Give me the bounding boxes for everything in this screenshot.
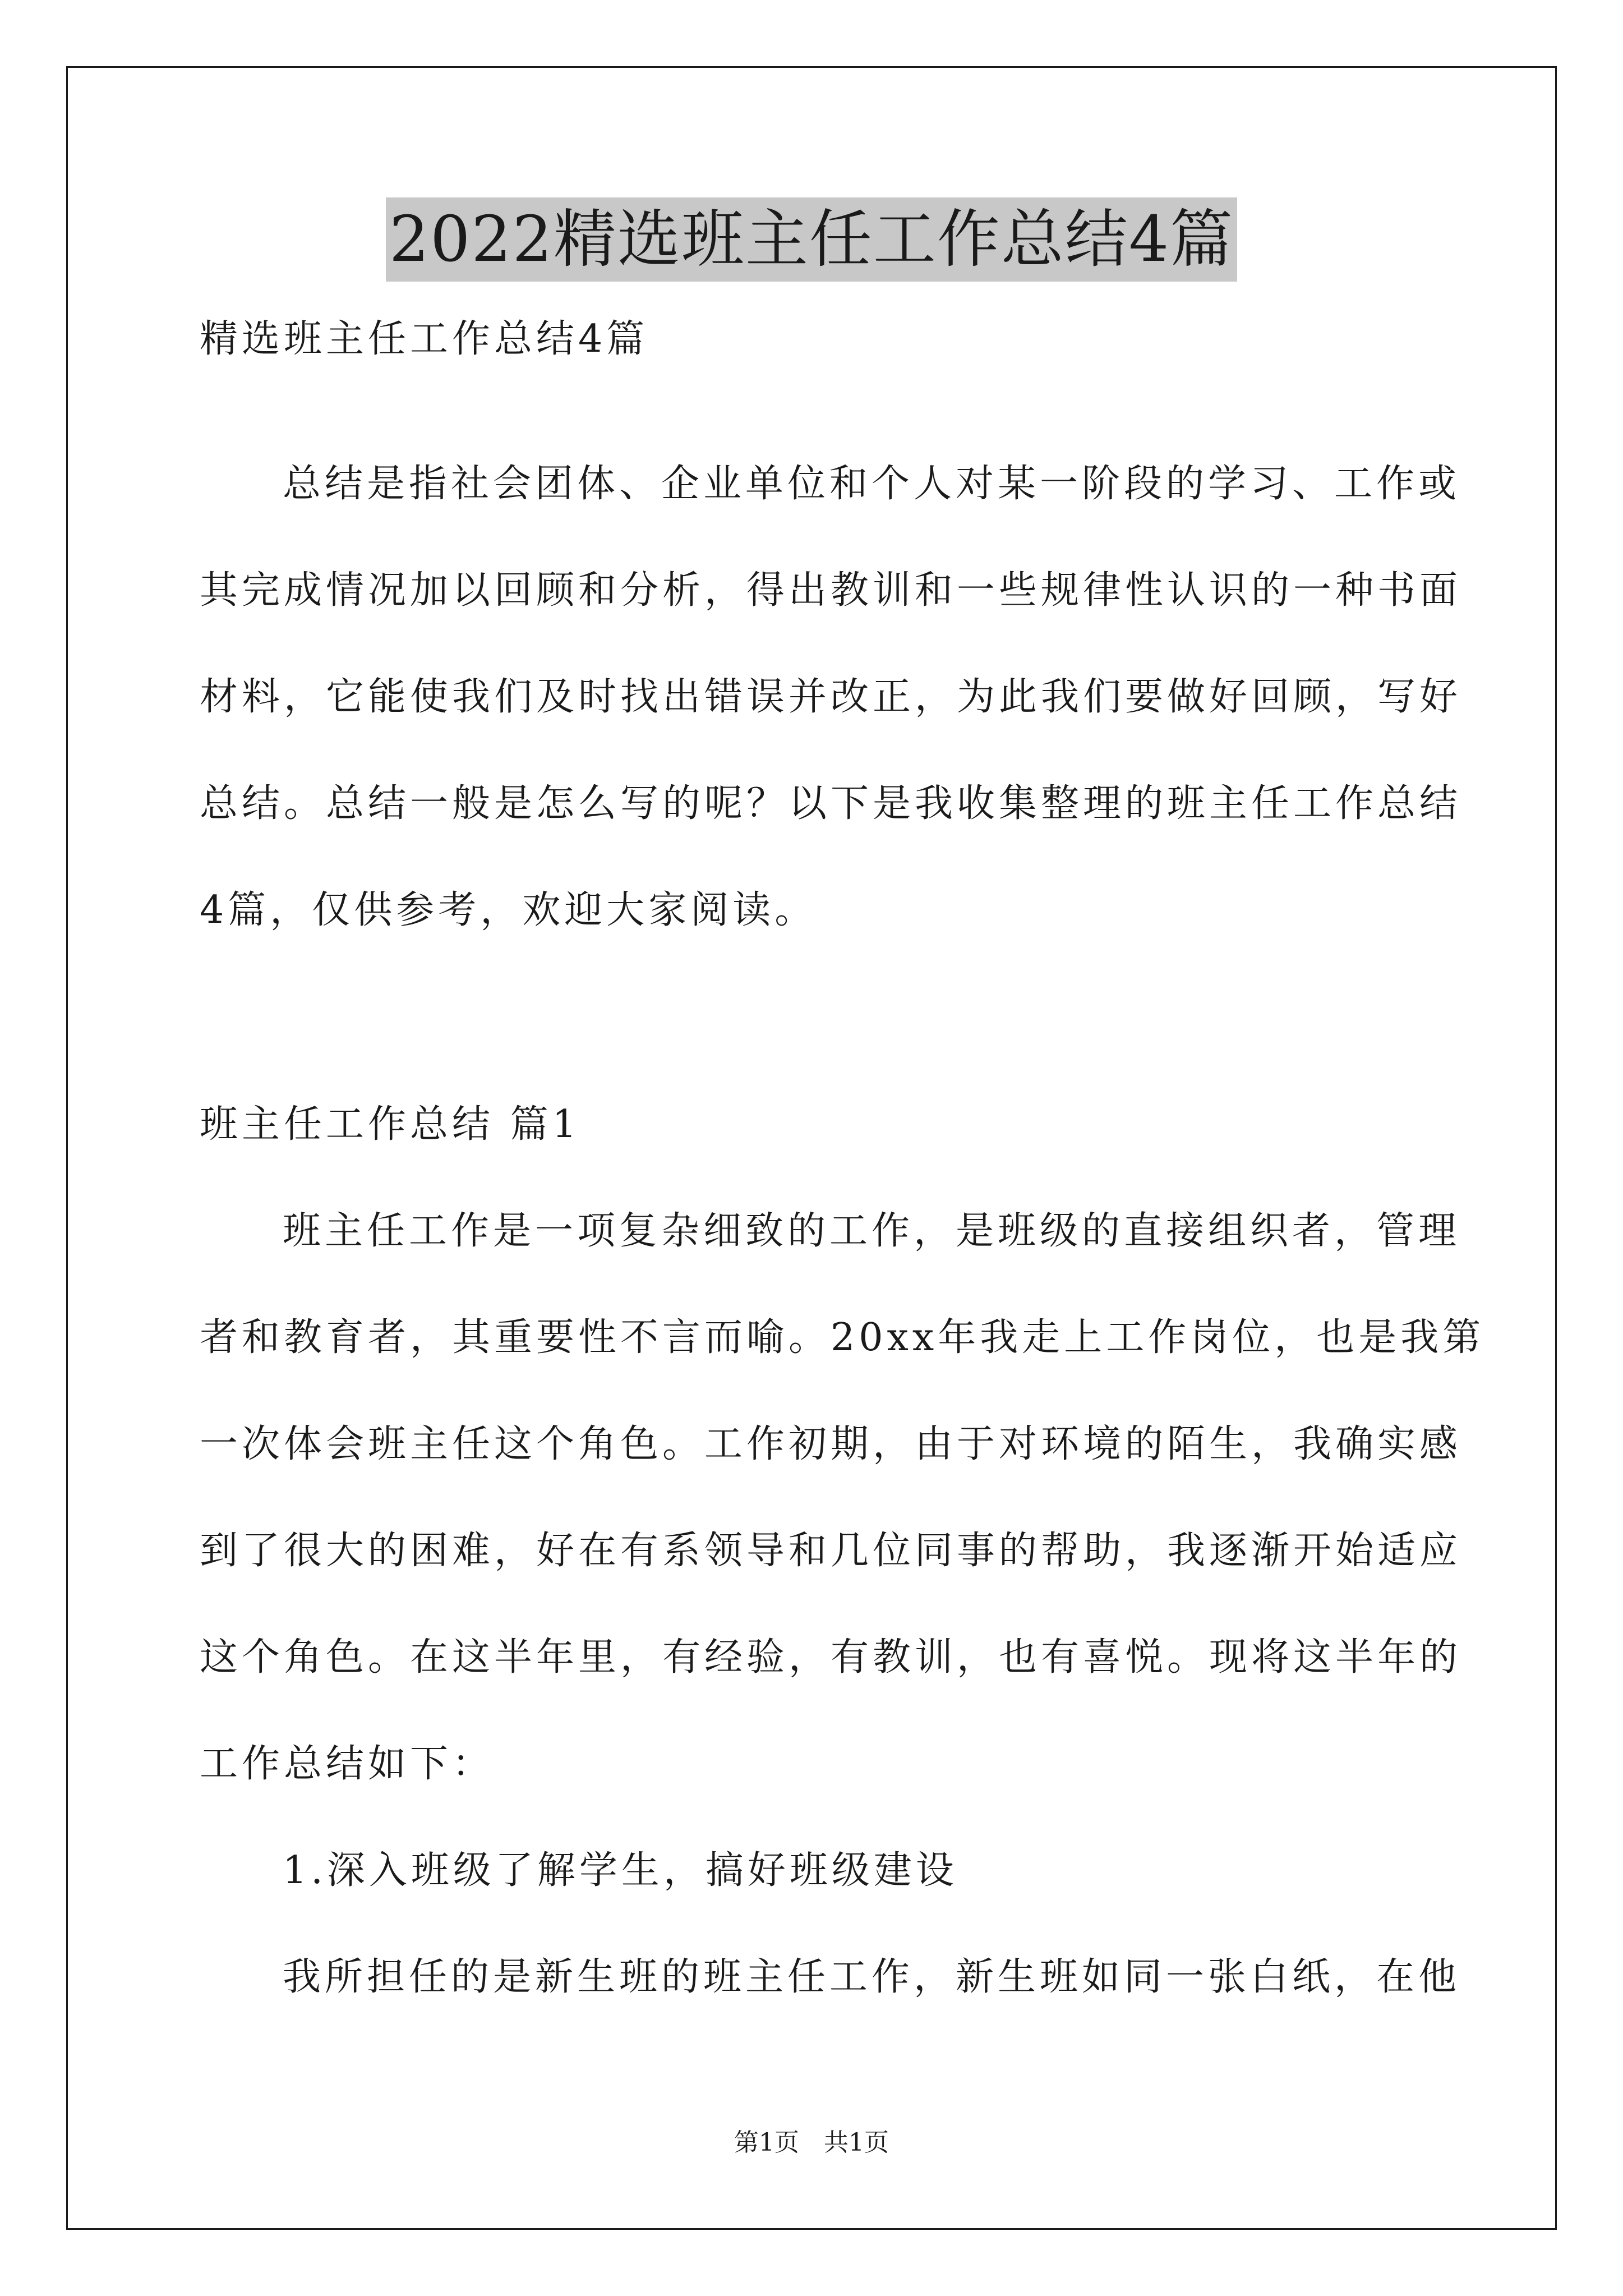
document-title: 2022精选班主任工作总结4篇 [386, 197, 1237, 282]
section1-line-6: 工作总结如下： [200, 1742, 495, 1786]
document-subtitle: 精选班主任工作总结4篇 [200, 317, 649, 361]
intro-line-2: 其完成情况加以回顾和分析，得出教训和一些规律性认识的一种书面 [200, 568, 1462, 613]
point1-line-1: 我所担任的是新生班的班主任工作，新生班如同一张白纸，在他 [283, 1955, 1461, 1999]
section1-heading: 班主任工作总结 篇1 [200, 1102, 580, 1147]
point1-heading: 1.深入班级了解学生，搞好班级建设 [283, 1848, 958, 1893]
section1-line-3: 一次体会班主任这个角色。工作初期，由于对环境的陌生，我确实感 [200, 1422, 1462, 1466]
section1-line-1: 班主任工作是一项复杂细致的工作，是班级的直接组织者，管理 [283, 1209, 1461, 1253]
intro-line-3: 材料，它能使我们及时找出错误并改正，为此我们要做好回顾，写好 [200, 675, 1462, 719]
section1-line-2: 者和教育者，其重要性不言而喻。20xx年我走上工作岗位，也是我第 [200, 1315, 1485, 1360]
intro-line-1: 总结是指社会团体、企业单位和个人对某一阶段的学习、工作或 [283, 462, 1461, 506]
page-footer: 第1页 共1页 [734, 2128, 889, 2157]
title-container [0, 197, 1623, 282]
intro-line-4: 总结。总结一般是怎么写的呢？以下是我收集整理的班主任工作总结 [200, 781, 1462, 826]
intro-line-5: 4篇，仅供参考，欢迎大家阅读。 [200, 888, 817, 932]
section1-line-5: 这个角色。在这半年里，有经验，有教训，也有喜悦。现将这半年的 [200, 1635, 1462, 1680]
section1-line-4: 到了很大的困难，好在有系领导和几位同事的帮助，我逐渐开始适应 [200, 1529, 1462, 1573]
